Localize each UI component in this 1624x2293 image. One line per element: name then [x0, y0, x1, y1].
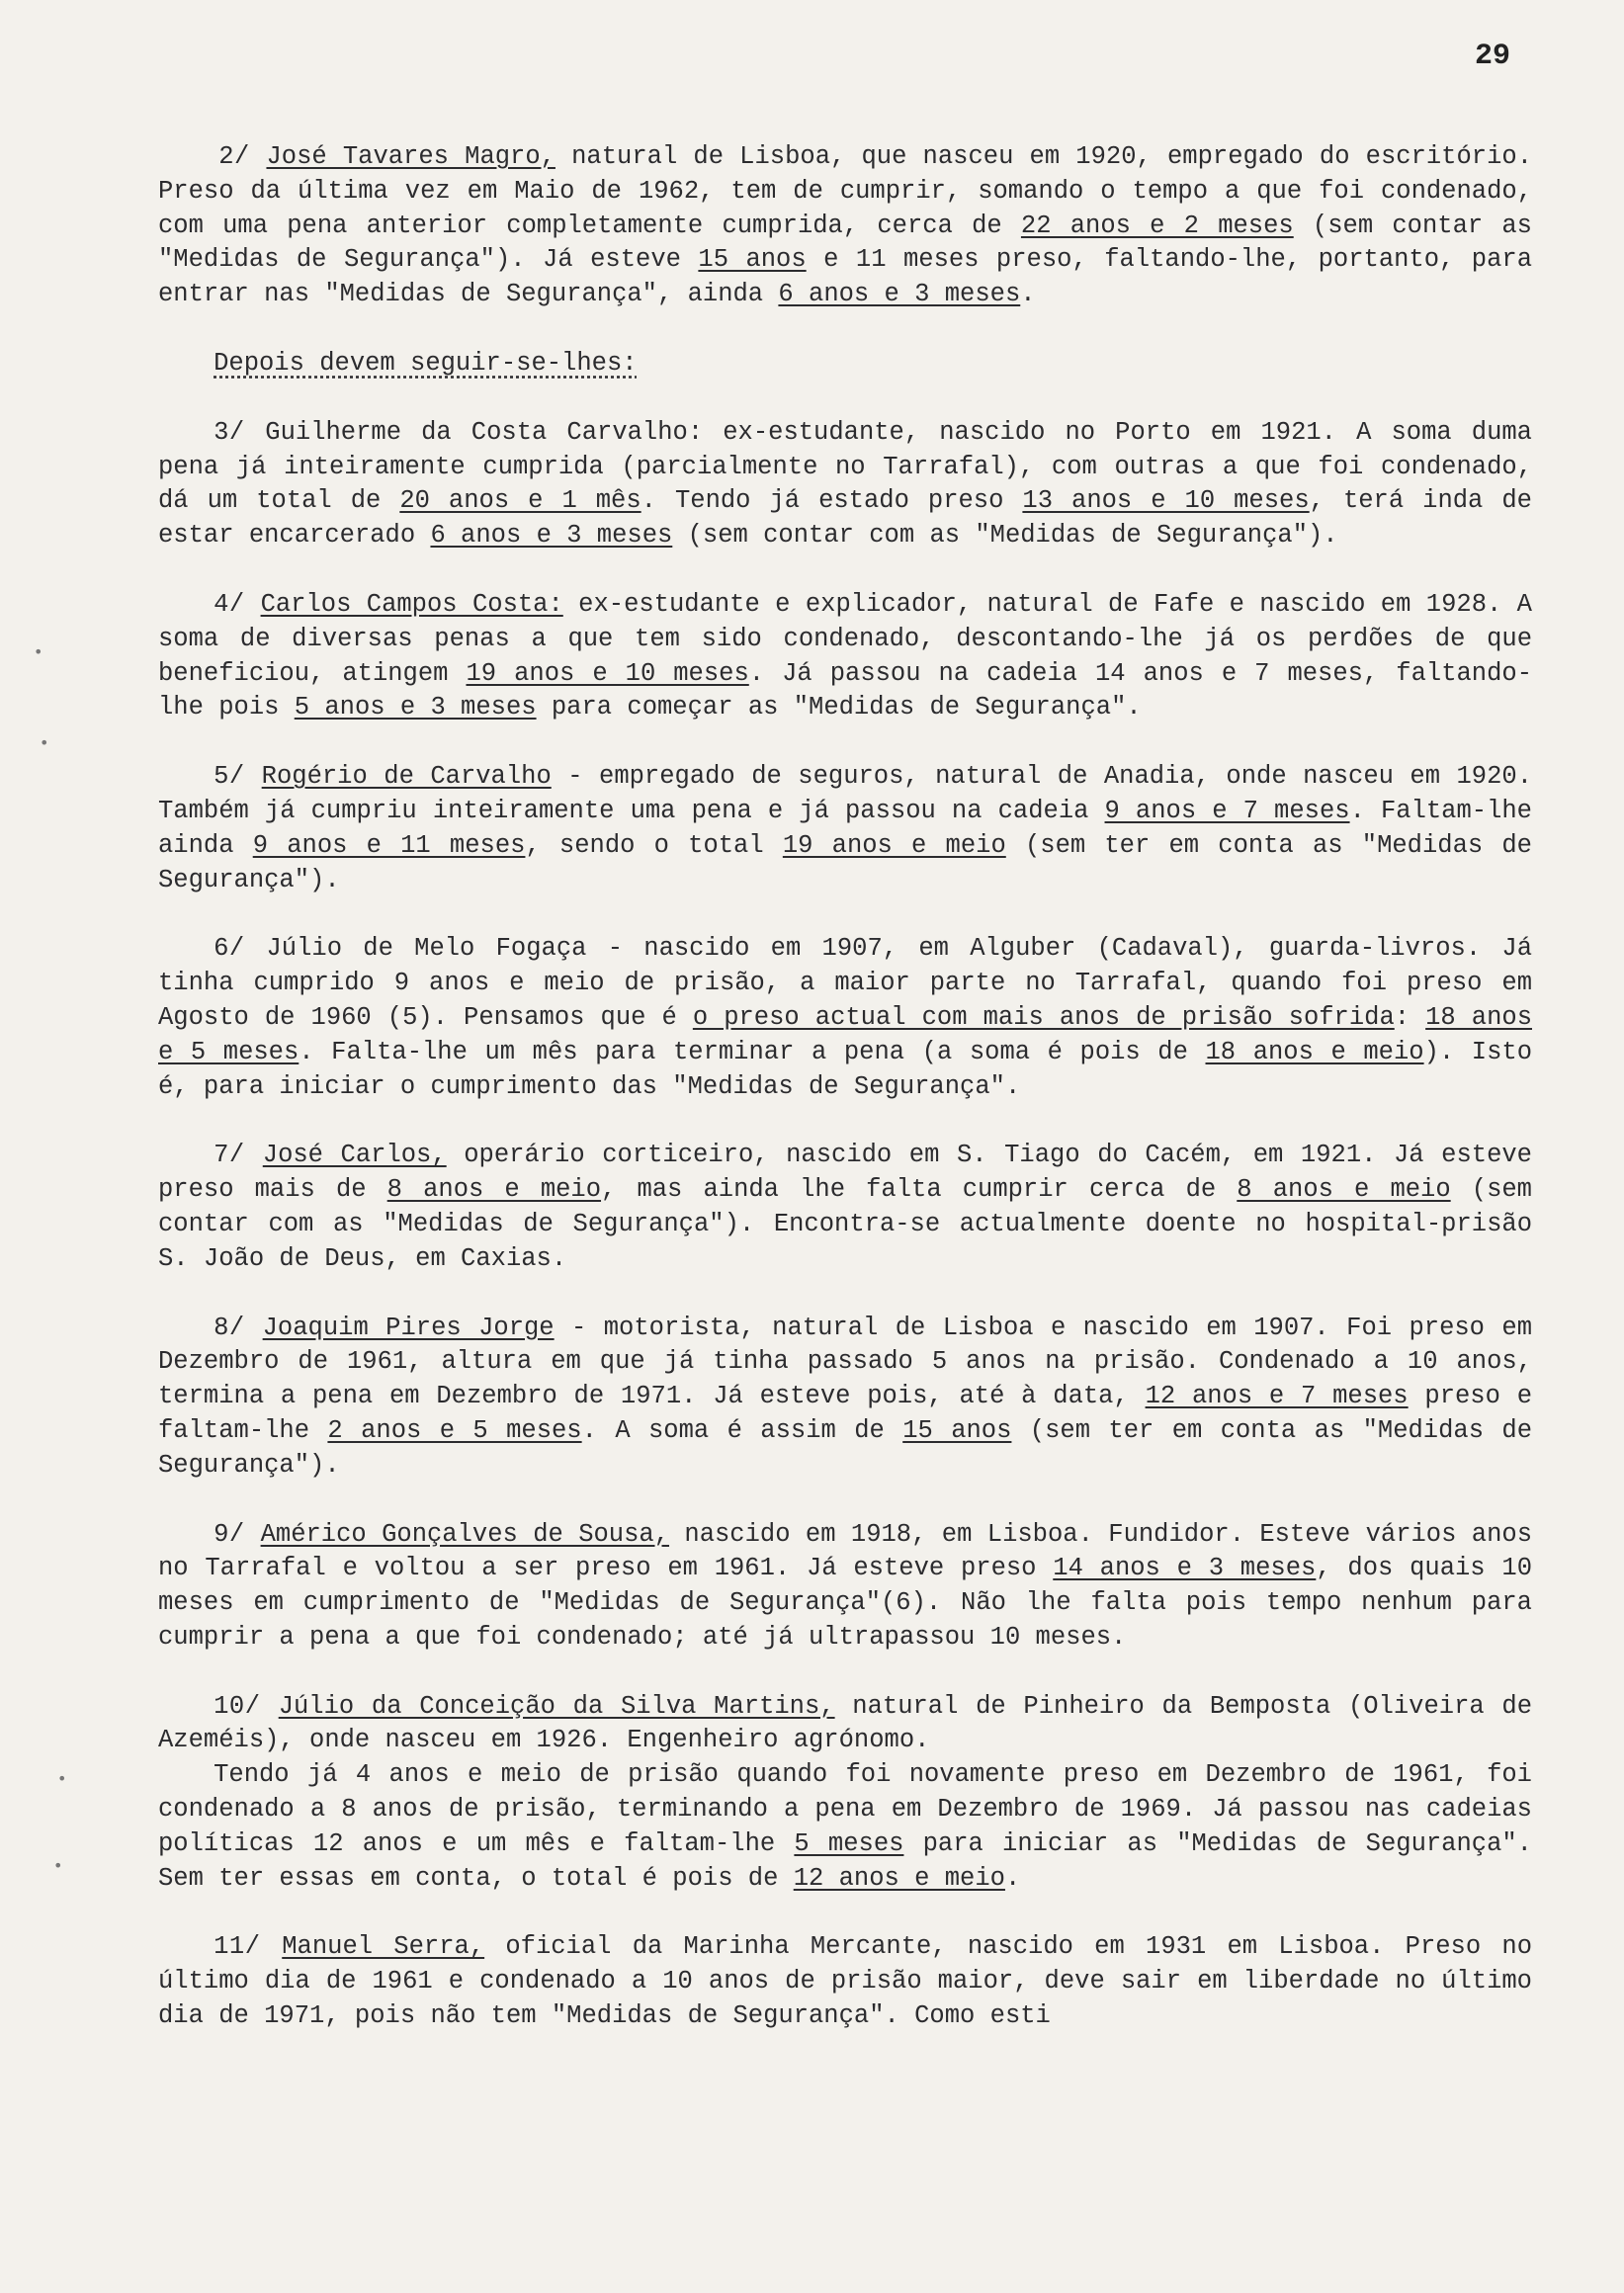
person-name: Rogério de Carvalho — [261, 762, 552, 792]
entry-text: (sem contar as "Medidas de Segurança"). Já esteve — [158, 211, 1532, 275]
entry-number: 11/ — [214, 1932, 283, 1962]
entry-text: (sem ter em conta as "Medidas de Segurança"). — [158, 830, 1532, 894]
underlined-figure: 13 anos e 10 meses — [1022, 486, 1310, 516]
underlined-figure: 12 anos e 7 meses — [1145, 1382, 1409, 1411]
entry-text: natural de Pinheiro da Bemposta (Oliveira de Azeméis), onde nasceu em 1926. Engenheiro agrónomo. — [158, 1691, 1532, 1755]
entry-number: 9/ — [214, 1519, 261, 1549]
margin-mark: • — [40, 733, 49, 752]
person-name: Carlos Campos Costa: — [260, 589, 563, 619]
underlined-figure: 12 anos e meio — [793, 1863, 1005, 1893]
underlined-figure: 14 anos e 3 meses — [1053, 1554, 1317, 1583]
underlined-figure: 8 anos e meio — [1237, 1175, 1451, 1205]
entry-continuation — [158, 1758, 1532, 1896]
entry-number: 5/ — [214, 762, 262, 792]
underlined-figure: 5 anos e 3 meses — [294, 693, 537, 722]
page-number: 29 — [1475, 40, 1511, 73]
entry-text: . — [1004, 1863, 1021, 1893]
entry-text: ex-estudante e explicador, natural de Fafe e nascido em 1928. A soma de diversas penas a que tem sido condenado, descontando-lhe já os perdões de que beneficiou, atingem — [158, 589, 1532, 688]
entry-text: para começar as "Medidas de Segurança". — [536, 693, 1142, 722]
entry-text: . Faltam-lhe ainda — [158, 796, 1532, 860]
entry-10 — [158, 1690, 1532, 1897]
margin-mark: • — [57, 1769, 67, 1788]
underlined-figure: 6 anos e 3 meses — [778, 280, 1021, 309]
entry-text: natural de Lisboa, que nasceu em 1920, empregado do escritório. Preso da última vez em Maio de 1962, tem de cumprir, somando o tempo a que foi condenado, com uma pena anterior completamente cumprida, cerca de — [158, 142, 1532, 240]
entry-text: , terá inda de estar encarcerado — [158, 486, 1532, 551]
entry-number: 8/ — [214, 1313, 263, 1342]
person-name: José Carlos, — [262, 1141, 447, 1170]
underlined-figure: 18 anos e meio — [1205, 1037, 1424, 1066]
entry-5 — [158, 760, 1532, 897]
underlined-figure: 9 anos e 11 meses — [252, 830, 526, 860]
underlined-figure: o preso actual com mais anos de prisão sofrida — [692, 1002, 1395, 1032]
section-heading-text: Depois devem seguir-se-lhes: — [214, 348, 638, 378]
entry-text: Tendo já 4 anos e meio de prisão quando foi novamente preso em Dezembro de 1961, foi condenado a 8 anos de prisão, terminando a pena em Dezembro de 1969. Já passou nas cadeias políticas 12 anos e um mês e faltam-lhe — [158, 1760, 1532, 1858]
underlined-figure: 2 anos e 5 meses — [327, 1415, 582, 1445]
entry-text: (sem ter em conta as "Medidas de Segurança"). — [158, 1415, 1533, 1480]
entry-number: 3/ — [214, 417, 266, 447]
margin-mark: • — [53, 1856, 63, 1875]
entry-text: : — [1394, 1002, 1426, 1032]
entry-text: operário corticeiro, nascido em S. Tiago do Cacém, em 1921. Já esteve preso mais de — [158, 1141, 1532, 1205]
entry-8 — [158, 1312, 1532, 1484]
entry-number: 7/ — [214, 1141, 263, 1170]
underlined-figure: 6 anos e 3 meses — [430, 521, 673, 551]
entry-text: preso e faltam-lhe — [158, 1382, 1532, 1445]
entry-7 — [158, 1139, 1532, 1276]
person-name: Américo Gonçalves de Sousa, — [260, 1519, 670, 1549]
person-name: Manuel Serra, — [282, 1932, 485, 1962]
underlined-figure: 8 anos e meio — [386, 1175, 602, 1205]
person-name: José Tavares Magro, — [266, 142, 556, 171]
margin-mark: • — [34, 642, 43, 661]
section-heading — [158, 347, 1532, 382]
entry-number: 10/ — [214, 1691, 279, 1721]
underlined-figure: 15 anos — [698, 245, 807, 275]
entry-text: para iniciar as "Medidas de Segurança". Sem ter essas em conta, o total é pois de — [158, 1828, 1532, 1893]
entry-text: , mas ainda lhe falta cumprir cerca de — [601, 1175, 1238, 1205]
entry-2 — [158, 140, 1532, 312]
entry-text: . — [1020, 280, 1036, 309]
entry-text: nascido em 1918, em Lisboa. Fundidor. Esteve vários anos no Tarrafal e voltou a ser preso em 1961. Já esteve preso — [158, 1519, 1532, 1583]
person-name: Júlio da Conceição da Silva Martins, — [278, 1691, 835, 1721]
entry-text: (sem contar com as "Medidas de Segurança"). Encontra-se actualmente doente no hospital-prisão S. João de Deus, em Caxias. — [158, 1175, 1532, 1273]
entry-text: . Já passou na cadeia 14 anos e 7 meses, faltando-lhe pois — [158, 658, 1533, 722]
entry-text: . Falta-lhe um mês para terminar a pena (a soma é pois de — [299, 1037, 1206, 1066]
underlined-figure: 5 meses — [794, 1828, 904, 1858]
underlined-figure: 20 anos e 1 mês — [399, 486, 641, 516]
entry-text: - empregado de seguros, natural de Anadia, onde nasceu em 1920. Também já cumpriu inteiramente uma pena e já passou na cadeia — [158, 762, 1532, 825]
entry-4 — [158, 588, 1532, 725]
entry-number: 2/ — [218, 142, 267, 171]
person-name: Joaquim Pires Jorge — [262, 1313, 555, 1342]
entry-text: (sem contar com as "Medidas de Segurança"). — [672, 521, 1338, 551]
entry-11 — [158, 1930, 1532, 2033]
entry-3 — [158, 416, 1532, 553]
entry-9 — [158, 1518, 1532, 1656]
entry-text: ). Isto é, para iniciar o cumprimento das "Medidas de Segurança". — [158, 1037, 1532, 1101]
document-body — [158, 140, 1532, 2069]
entry-text: . Tendo já estado preso — [641, 486, 1023, 516]
entry-number: 4/ — [214, 589, 261, 619]
underlined-figure: 22 anos e 2 meses — [1020, 211, 1294, 240]
underlined-figure: 9 anos e 7 meses — [1104, 796, 1350, 825]
underlined-figure: 18 anos e 5 meses — [158, 1002, 1532, 1066]
underlined-figure: 19 anos e meio — [782, 830, 1006, 860]
entry-text: oficial da Marinha Mercante, nascido em 1931 em Lisboa. Preso no último dia de 1961 e condenado a 10 anos de prisão maior, deve sair em liberdade no último dia de 1971, pois não tem "Medidas de Segurança". Como esti — [158, 1932, 1532, 2031]
entry-text: e 11 meses preso, faltando-lhe, portanto, para entrar nas "Medidas de Segurança", ainda — [158, 245, 1532, 309]
entry-text: , dos quais 10 meses em cumprimento de "Medidas de Segurança"(6). Não lhe falta pois tempo nenhum para cumprir a pena a que foi condenado; até já ultrapassou 10 meses. — [158, 1554, 1532, 1652]
entry-number: 6/ — [214, 934, 267, 964]
entry-text: - motorista, natural de Lisboa e nascido em 1907. Foi preso em Dezembro de 1961, altura em que já tinha passado 5 anos na prisão. Condenado a 10 anos, termina a pena em Dezembro de 1971. Já esteve pois, até à data, — [158, 1313, 1533, 1411]
underlined-figure: 15 anos — [902, 1415, 1012, 1445]
entry-6 — [158, 932, 1532, 1104]
entry-text: Júlio de Melo Fogaça - nascido em 1907, em Alguber (Cadaval), guarda-livros. Já tinha cumprido 9 anos e meio de prisão, a maior parte no Tarrafal, quando foi preso em Agosto de 1960 (5). Pensamos que é — [158, 934, 1532, 1032]
underlined-figure: 19 anos e 10 meses — [466, 658, 749, 688]
entry-text: , sendo o total — [525, 830, 783, 860]
entry-text: . A soma é assim de — [581, 1415, 903, 1445]
entry-text: Guilherme da Costa Carvalho: ex-estudante, nascido no Porto em 1921. A soma duma pena já inteiramente cumprida (parcialmente no Tarrafal), com outras a que foi condenado, dá um total de — [158, 417, 1532, 516]
